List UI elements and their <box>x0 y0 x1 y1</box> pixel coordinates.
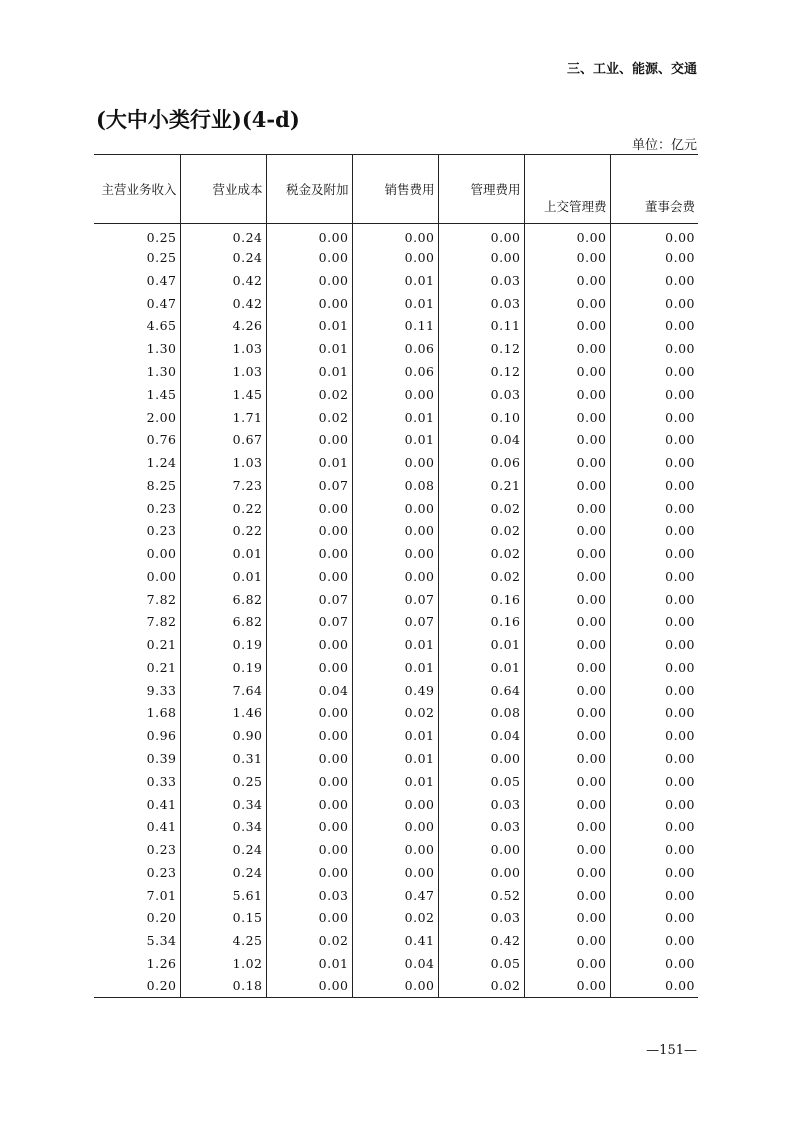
table-cell: 0.00 <box>610 633 698 656</box>
table-row <box>94 724 698 747</box>
table-cell: 0.03 <box>438 815 524 838</box>
table-cell: 0.04 <box>438 428 524 451</box>
table-cell: 0.21 <box>146 659 177 675</box>
table-cell: 0.25 <box>146 250 177 266</box>
table-row <box>94 315 698 338</box>
table-cell: 0.00 <box>524 633 610 656</box>
table-cell: 0.00 <box>266 497 352 520</box>
table-cell: 0.22 <box>180 497 266 520</box>
table-cell: 0.02 <box>266 406 352 429</box>
table-cell: 0.00 <box>352 793 438 816</box>
table-cell: 0.01 <box>266 360 352 383</box>
table-cell: 0.02 <box>438 565 524 588</box>
table-cell: 0.00 <box>524 428 610 451</box>
table-cell: 0.00 <box>524 519 610 542</box>
table-cell: 1.46 <box>180 702 266 725</box>
table-cell: 9.33 <box>146 682 177 698</box>
table-cell: 0.19 <box>180 656 266 679</box>
table-cell: 0.00 <box>524 975 610 998</box>
table-cell: 0.00 <box>524 588 610 611</box>
table-cell: 0.33 <box>146 773 177 789</box>
col-header-admin-expense: 管理费用 <box>438 155 524 224</box>
table-cell: 0.21 <box>146 637 177 653</box>
table-cell: 0.64 <box>438 679 524 702</box>
col-header-sales-expense: 销售费用 <box>352 155 438 224</box>
table-row <box>94 565 698 588</box>
table-cell: 0.00 <box>524 929 610 952</box>
table-cell: 1.03 <box>180 360 266 383</box>
table-row <box>94 815 698 838</box>
table-cell: 0.90 <box>180 724 266 747</box>
table-cell: 0.07 <box>266 474 352 497</box>
table-cell: 0.24 <box>180 838 266 861</box>
table-row <box>94 588 698 611</box>
table-cell: 0.23 <box>146 842 177 858</box>
table-cell: 0.03 <box>438 906 524 929</box>
table-cell: 0.07 <box>352 588 438 611</box>
table-cell: 0.00 <box>266 519 352 542</box>
table-cell: 0.04 <box>266 679 352 702</box>
table-cell: 0.96 <box>146 728 177 744</box>
table-cell: 0.00 <box>352 565 438 588</box>
table-cell: 7.64 <box>180 679 266 702</box>
table-cell: 0.04 <box>438 724 524 747</box>
table-cell: 0.00 <box>352 451 438 474</box>
table-cell: 0.01 <box>352 406 438 429</box>
table-row <box>94 975 698 998</box>
table-cell: 0.42 <box>180 269 266 292</box>
table-row <box>94 519 698 542</box>
table-cell: 1.45 <box>180 383 266 406</box>
table-cell: 0.00 <box>610 770 698 793</box>
table-cell: 0.31 <box>180 747 266 770</box>
table-cell: 0.00 <box>524 884 610 907</box>
table-row <box>94 656 698 679</box>
table-cell: 6.82 <box>180 588 266 611</box>
table-row <box>94 929 698 952</box>
table-cell: 0.00 <box>610 542 698 565</box>
table-cell: 0.00 <box>610 337 698 360</box>
table-cell: 0.00 <box>524 292 610 315</box>
table-cell: 0.34 <box>180 815 266 838</box>
table-cell: 8.25 <box>146 477 177 493</box>
table-cell: 0.00 <box>524 474 610 497</box>
table-cell: 0.00 <box>524 656 610 679</box>
table-cell: 0.00 <box>266 224 352 247</box>
table-cell: 0.00 <box>524 269 610 292</box>
table-body <box>94 224 698 998</box>
table-cell: 0.25 <box>180 770 266 793</box>
table-cell: 0.00 <box>266 747 352 770</box>
table-cell: 0.00 <box>524 861 610 884</box>
header-row <box>94 155 698 224</box>
col-header-revenue: 主营业务收入 <box>94 155 180 224</box>
table-cell: 0.00 <box>524 770 610 793</box>
table-row <box>94 633 698 656</box>
table-cell: 0.22 <box>180 519 266 542</box>
table-cell: 0.00 <box>610 497 698 520</box>
table-cell: 0.00 <box>352 497 438 520</box>
table-cell: 0.00 <box>266 292 352 315</box>
table-cell: 0.02 <box>438 519 524 542</box>
table-cell: 1.45 <box>146 386 177 402</box>
table-cell: 0.00 <box>610 611 698 634</box>
table-cell: 0.21 <box>438 474 524 497</box>
table-cell: 0.76 <box>146 432 177 448</box>
table-cell: 0.00 <box>610 315 698 338</box>
table-cell: 1.30 <box>146 341 177 357</box>
table-row <box>94 884 698 907</box>
table-cell: 0.00 <box>610 861 698 884</box>
table-cell: 4.65 <box>146 318 177 334</box>
table-cell: 0.23 <box>146 864 177 880</box>
table-cell: 0.42 <box>180 292 266 315</box>
table-cell: 0.01 <box>180 565 266 588</box>
table-row <box>94 679 698 702</box>
table-cell: 0.02 <box>266 383 352 406</box>
table-cell: 1.30 <box>146 363 177 379</box>
table-cell: 0.02 <box>352 702 438 725</box>
table-cell: 0.42 <box>438 929 524 952</box>
table-cell: 0.00 <box>524 952 610 975</box>
table-cell: 0.01 <box>352 747 438 770</box>
table-cell: 0.00 <box>524 451 610 474</box>
table-cell: 0.00 <box>524 747 610 770</box>
table-cell: 0.00 <box>610 383 698 406</box>
table-cell: 0.05 <box>438 952 524 975</box>
table-cell: 2.00 <box>146 409 177 425</box>
table-cell: 0.11 <box>352 315 438 338</box>
table-cell: 0.00 <box>610 815 698 838</box>
table-row <box>94 793 698 816</box>
table-cell: 0.03 <box>438 793 524 816</box>
table-cell: 0.00 <box>266 838 352 861</box>
table-cell: 0.16 <box>438 588 524 611</box>
table-cell: 0.00 <box>352 383 438 406</box>
table-row <box>94 337 698 360</box>
table-cell: 0.01 <box>352 633 438 656</box>
table-cell: 0.00 <box>438 224 524 247</box>
table-cell: 0.01 <box>266 952 352 975</box>
table-cell: 0.23 <box>146 500 177 516</box>
table-cell: 0.00 <box>266 793 352 816</box>
section-header: 三、工业、能源、交通 <box>566 62 697 77</box>
table-cell: 0.01 <box>352 292 438 315</box>
table-cell: 0.08 <box>352 474 438 497</box>
table-cell: 0.03 <box>438 292 524 315</box>
table-cell: 0.02 <box>438 975 524 998</box>
table-cell: 0.11 <box>438 315 524 338</box>
table-cell: 0.39 <box>146 750 177 766</box>
table-row <box>94 406 698 429</box>
table-cell: 0.01 <box>352 269 438 292</box>
table-cell: 0.00 <box>610 360 698 383</box>
table-cell: 0.00 <box>524 906 610 929</box>
table-cell: 0.41 <box>146 819 177 835</box>
table-cell: 0.00 <box>610 451 698 474</box>
table-cell: 0.00 <box>438 861 524 884</box>
table-cell: 0.00 <box>524 383 610 406</box>
table-cell: 0.00 <box>524 679 610 702</box>
table-row <box>94 747 698 770</box>
table-row <box>94 497 698 520</box>
table-cell: 0.06 <box>352 337 438 360</box>
table-cell: 0.00 <box>524 497 610 520</box>
table-cell: 0.19 <box>180 633 266 656</box>
table-cell: 0.00 <box>352 838 438 861</box>
col-header-cost: 营业成本 <box>180 155 266 224</box>
table-cell: 0.00 <box>610 975 698 998</box>
table-cell: 0.06 <box>438 451 524 474</box>
col-header-taxes: 税金及附加 <box>266 155 352 224</box>
table-cell: 0.00 <box>524 565 610 588</box>
table-row <box>94 246 698 269</box>
table-cell: 0.00 <box>266 656 352 679</box>
table-cell: 0.20 <box>146 910 177 926</box>
table-row <box>94 451 698 474</box>
table-cell: 0.03 <box>438 269 524 292</box>
table-cell: 0.00 <box>610 656 698 679</box>
table-cell: 0.07 <box>352 611 438 634</box>
table-row <box>94 702 698 725</box>
table-cell: 0.00 <box>266 770 352 793</box>
table-cell: 0.47 <box>146 272 177 288</box>
table-cell: 0.00 <box>610 588 698 611</box>
table-cell: 0.12 <box>438 337 524 360</box>
table-cell: 0.00 <box>352 519 438 542</box>
data-table <box>94 154 698 998</box>
table-cell: 0.00 <box>438 838 524 861</box>
table-cell: 0.52 <box>438 884 524 907</box>
table-cell: 0.00 <box>352 975 438 998</box>
table-cell: 0.00 <box>610 952 698 975</box>
table-cell: 0.00 <box>438 246 524 269</box>
table-cell: 0.02 <box>352 906 438 929</box>
table-cell: 0.01 <box>352 724 438 747</box>
table-cell: 0.24 <box>180 224 266 247</box>
unit-label: 单位：亿元 <box>631 138 697 153</box>
table-row <box>94 611 698 634</box>
table-cell: 0.00 <box>266 633 352 656</box>
table-row <box>94 861 698 884</box>
table-cell: 0.00 <box>610 793 698 816</box>
table-cell: 0.25 <box>146 229 177 245</box>
table-cell: 0.00 <box>524 838 610 861</box>
table-cell: 0.12 <box>438 360 524 383</box>
table-cell: 1.71 <box>180 406 266 429</box>
table-cell: 0.01 <box>266 315 352 338</box>
table-cell: 0.00 <box>610 747 698 770</box>
table-row <box>94 360 698 383</box>
table-cell: 0.34 <box>180 793 266 816</box>
col-header-management-fee: 上交管理费 <box>524 155 610 224</box>
table-row <box>94 383 698 406</box>
table-cell: 0.01 <box>352 656 438 679</box>
table-cell: 0.00 <box>610 406 698 429</box>
table-cell: 7.01 <box>146 887 177 903</box>
table-cell: 0.00 <box>524 224 610 247</box>
table-row <box>94 542 698 565</box>
table-cell: 0.02 <box>438 497 524 520</box>
table-cell: 0.03 <box>438 383 524 406</box>
table-cell: 0.00 <box>266 724 352 747</box>
table-cell: 0.00 <box>610 292 698 315</box>
table-cell: 0.00 <box>266 269 352 292</box>
table-cell: 0.00 <box>610 724 698 747</box>
table-cell: 0.00 <box>266 428 352 451</box>
table-cell: 0.00 <box>524 315 610 338</box>
table-cell: 0.67 <box>180 428 266 451</box>
table-cell: 0.01 <box>438 656 524 679</box>
table-cell: 0.00 <box>524 815 610 838</box>
table-cell: 0.07 <box>266 611 352 634</box>
table-cell: 0.00 <box>610 838 698 861</box>
table-cell: 0.08 <box>438 702 524 725</box>
table-cell: 1.03 <box>180 451 266 474</box>
table-cell: 0.10 <box>438 406 524 429</box>
table-cell: 0.00 <box>610 679 698 702</box>
table-cell: 0.00 <box>352 815 438 838</box>
page-number: —151— <box>646 1043 697 1058</box>
col-header-board-fee: 董事会费 <box>610 155 698 224</box>
table-cell: 0.06 <box>352 360 438 383</box>
table-cell: 1.26 <box>146 955 177 971</box>
table-cell: 0.00 <box>524 611 610 634</box>
table-row <box>94 838 698 861</box>
table-row <box>94 428 698 451</box>
table-cell: 0.23 <box>146 523 177 539</box>
table-cell: 5.34 <box>146 933 177 949</box>
table-cell: 0.05 <box>438 770 524 793</box>
table-cell: 0.00 <box>610 269 698 292</box>
table-cell: 0.00 <box>266 565 352 588</box>
table-cell: 0.00 <box>524 724 610 747</box>
table-cell: 5.61 <box>180 884 266 907</box>
table-cell: 0.01 <box>438 633 524 656</box>
table-cell: 0.00 <box>610 224 698 247</box>
table-cell: 0.01 <box>180 542 266 565</box>
table-cell: 0.00 <box>266 906 352 929</box>
table-cell: 0.16 <box>438 611 524 634</box>
table-cell: 0.07 <box>266 588 352 611</box>
table-cell: 1.03 <box>180 337 266 360</box>
table-cell: 0.00 <box>524 360 610 383</box>
table-cell: 0.47 <box>352 884 438 907</box>
table-cell: 0.00 <box>610 906 698 929</box>
table-cell: 0.20 <box>94 975 180 998</box>
table-cell: 0.15 <box>180 906 266 929</box>
table-cell: 0.00 <box>352 861 438 884</box>
table-row <box>94 292 698 315</box>
table-cell: 1.02 <box>180 952 266 975</box>
table-cell: 0.41 <box>352 929 438 952</box>
table-cell: 0.00 <box>266 861 352 884</box>
table-cell: 0.00 <box>438 747 524 770</box>
table-cell: 0.00 <box>524 406 610 429</box>
table-cell: 0.00 <box>524 337 610 360</box>
table-cell: 0.01 <box>266 337 352 360</box>
table-row <box>94 906 698 929</box>
table-cell: 7.23 <box>180 474 266 497</box>
table-cell: 0.41 <box>146 796 177 812</box>
table-cell: 0.00 <box>352 542 438 565</box>
table-cell: 0.01 <box>352 770 438 793</box>
table-row <box>94 224 698 247</box>
table-cell: 4.26 <box>180 315 266 338</box>
table-cell: 0.00 <box>524 793 610 816</box>
table-cell: 0.00 <box>610 428 698 451</box>
table-cell: 0.49 <box>352 679 438 702</box>
table-cell: 0.24 <box>180 246 266 269</box>
table-cell: 0.00 <box>146 568 177 584</box>
table-cell: 0.02 <box>438 542 524 565</box>
table-cell: 0.00 <box>266 815 352 838</box>
table-cell: 0.00 <box>266 542 352 565</box>
table-cell: 0.00 <box>146 546 177 562</box>
table-cell: 0.18 <box>180 975 266 998</box>
table-row <box>94 952 698 975</box>
table-cell: 0.00 <box>352 224 438 247</box>
table-cell: 0.00 <box>610 565 698 588</box>
table-cell: 0.00 <box>610 246 698 269</box>
table-cell: 0.00 <box>610 474 698 497</box>
table-cell: 7.82 <box>146 591 177 607</box>
table-cell: 0.00 <box>610 702 698 725</box>
table-cell: 0.00 <box>266 246 352 269</box>
table-cell: 0.00 <box>266 975 352 998</box>
table-cell: 0.01 <box>352 428 438 451</box>
table-row <box>94 770 698 793</box>
table-cell: 6.82 <box>180 611 266 634</box>
table-cell: 4.25 <box>180 929 266 952</box>
table-cell: 0.00 <box>524 542 610 565</box>
table-cell: 0.00 <box>266 702 352 725</box>
table-cell: 0.47 <box>146 295 177 311</box>
page-title: (大中小类行业)(4-d) <box>96 107 300 132</box>
table-cell: 0.00 <box>352 246 438 269</box>
table-cell: 7.82 <box>146 614 177 630</box>
table-cell: 1.24 <box>146 455 177 471</box>
table-cell: 0.00 <box>524 702 610 725</box>
table-cell: 0.02 <box>266 929 352 952</box>
table-row <box>94 474 698 497</box>
table-cell: 0.04 <box>352 952 438 975</box>
table-cell: 0.03 <box>266 884 352 907</box>
table-cell: 0.24 <box>180 861 266 884</box>
table-cell: 0.00 <box>610 929 698 952</box>
table-cell: 1.68 <box>146 705 177 721</box>
table-cell: 0.00 <box>610 519 698 542</box>
table-row <box>94 269 698 292</box>
table-cell: 0.00 <box>610 884 698 907</box>
table-cell: 0.01 <box>266 451 352 474</box>
table-cell: 0.00 <box>524 246 610 269</box>
